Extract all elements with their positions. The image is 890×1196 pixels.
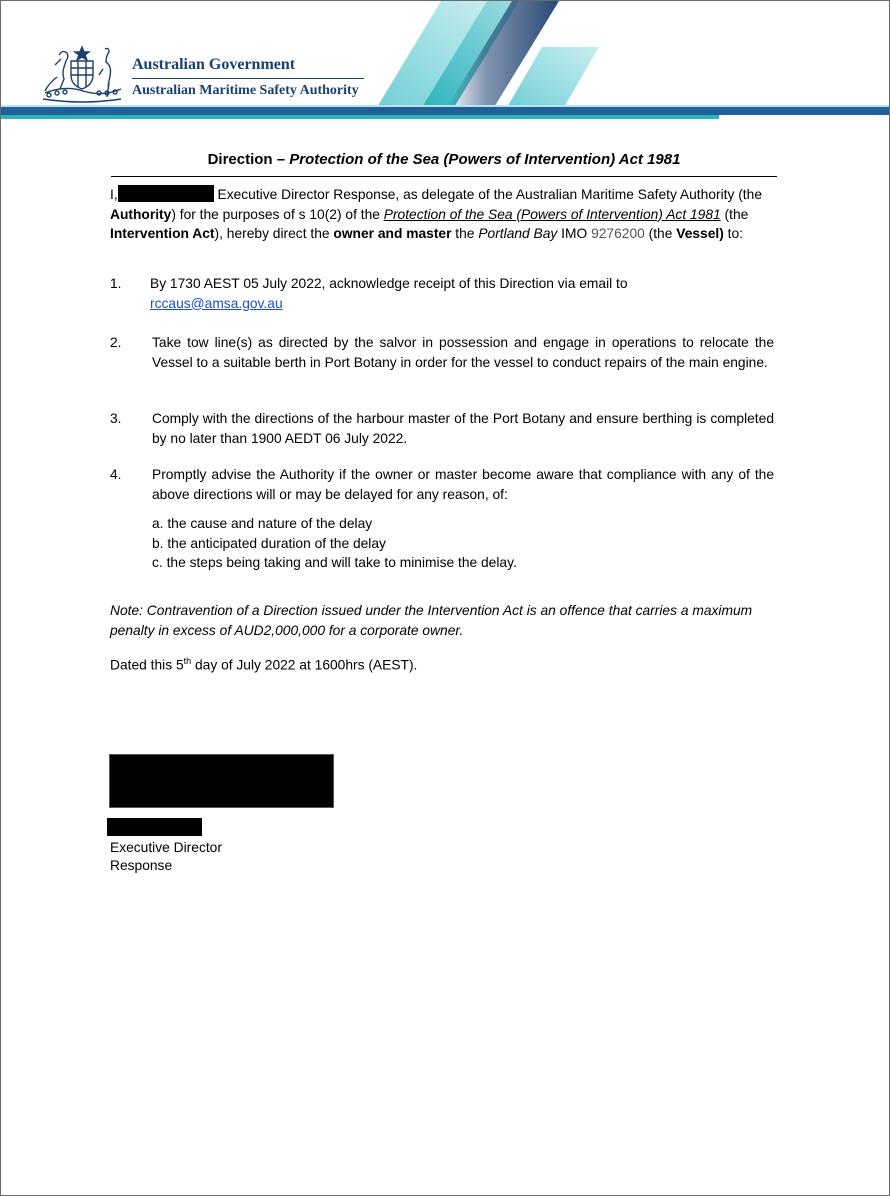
item-text: [150, 274, 774, 313]
item-number: 2.: [110, 335, 122, 350]
email-link[interactable]: rccaus@amsa.gov.au: [150, 295, 283, 311]
intro-the3: (the: [644, 226, 677, 242]
intro-purpose: ) for the purposes of s 10(2) of the: [171, 206, 384, 222]
intro-direct: ), hereby direct the: [214, 226, 334, 242]
item-text: Comply with the directions of the harbour master of the Port Botany and ensure berthing is completed by no later than 1900 AEDT 06 July 2022.: [152, 411, 774, 446]
item-text: Promptly advise the Authority if the owner or master become aware that compliance with any of the above directions will or may be delayed for any reason, of:: [152, 467, 774, 502]
intro-the2: the: [451, 226, 479, 242]
signatory-title: [110, 839, 222, 875]
dated-line: [110, 651, 417, 676]
intro-i: I,: [110, 187, 118, 202]
subitem-c: c. the steps being taking and will take to minimise the delay.: [152, 555, 517, 571]
delay-subitems: [152, 514, 517, 573]
title-divider: [111, 176, 777, 177]
redacted-signature: [109, 754, 334, 808]
item-number: 3.: [110, 411, 122, 426]
intro-intervention-act: Intervention Act: [110, 226, 215, 242]
intro-paragraph: [110, 185, 774, 244]
redacted-signatory-name: [107, 818, 202, 836]
letterhead: [1, 1, 889, 126]
item-1-text: By 1730 AEST 05 July 2022, acknowledge receipt of this Direction via email to: [150, 276, 628, 291]
government-name: Australian Government: [132, 56, 296, 73]
intro-authority: Authority: [110, 206, 172, 222]
intro-act: Protection of the Sea (Powers of Intervention) Act 1981: [383, 206, 721, 222]
dated-before: Dated this 5: [110, 657, 184, 673]
redacted-name: [118, 185, 214, 202]
item-text: Take tow line(s) as directed by the salvor in possession and engage in operations to relocate the Vessel to a suitable berth in Port Botany in order for the vessel to conduct repairs of the main engine.: [152, 335, 774, 370]
subitem-b: b. the anticipated duration of the delay: [152, 535, 386, 551]
signatory-line-2: Response: [110, 858, 173, 873]
subitem-a: a. the cause and nature of the delay: [152, 516, 373, 531]
imo-number: 9276200: [591, 226, 645, 242]
item-number: 4.: [110, 467, 122, 482]
penalty-note: Note: Contravention of a Direction issued under the Intervention Act is an offence that carries a maximum penalty in excess of AUD2,000,000 for a corporate owner.: [110, 603, 753, 638]
intro-the: (the: [720, 206, 749, 222]
signatory-line-1: Executive Director: [110, 840, 222, 855]
intro-role: Executive Director Response, as delegate of the Australian Maritime Safety Authority (the: [213, 187, 762, 202]
dated-sup: th: [183, 656, 192, 666]
intro-vessel: Vessel): [676, 226, 724, 242]
agency-divider: [132, 78, 364, 79]
dated-after: day of July 2022 at 1600hrs (AEST).: [191, 657, 418, 673]
title-prefix: Direction –: [207, 151, 290, 168]
agency-name: Australian Maritime Safety Authority: [132, 83, 359, 98]
vessel-name: Portland Bay: [478, 226, 558, 242]
coat-of-arms-icon: [39, 43, 125, 103]
intro-owner-master: owner and master: [333, 226, 452, 242]
item-number: 1.: [110, 276, 122, 291]
intro-to: to:: [723, 226, 743, 242]
title-act: Protection of the Sea (Powers of Intervention) Act 1981: [289, 151, 681, 168]
document-title: [111, 151, 777, 168]
imo-label: IMO: [561, 226, 592, 242]
